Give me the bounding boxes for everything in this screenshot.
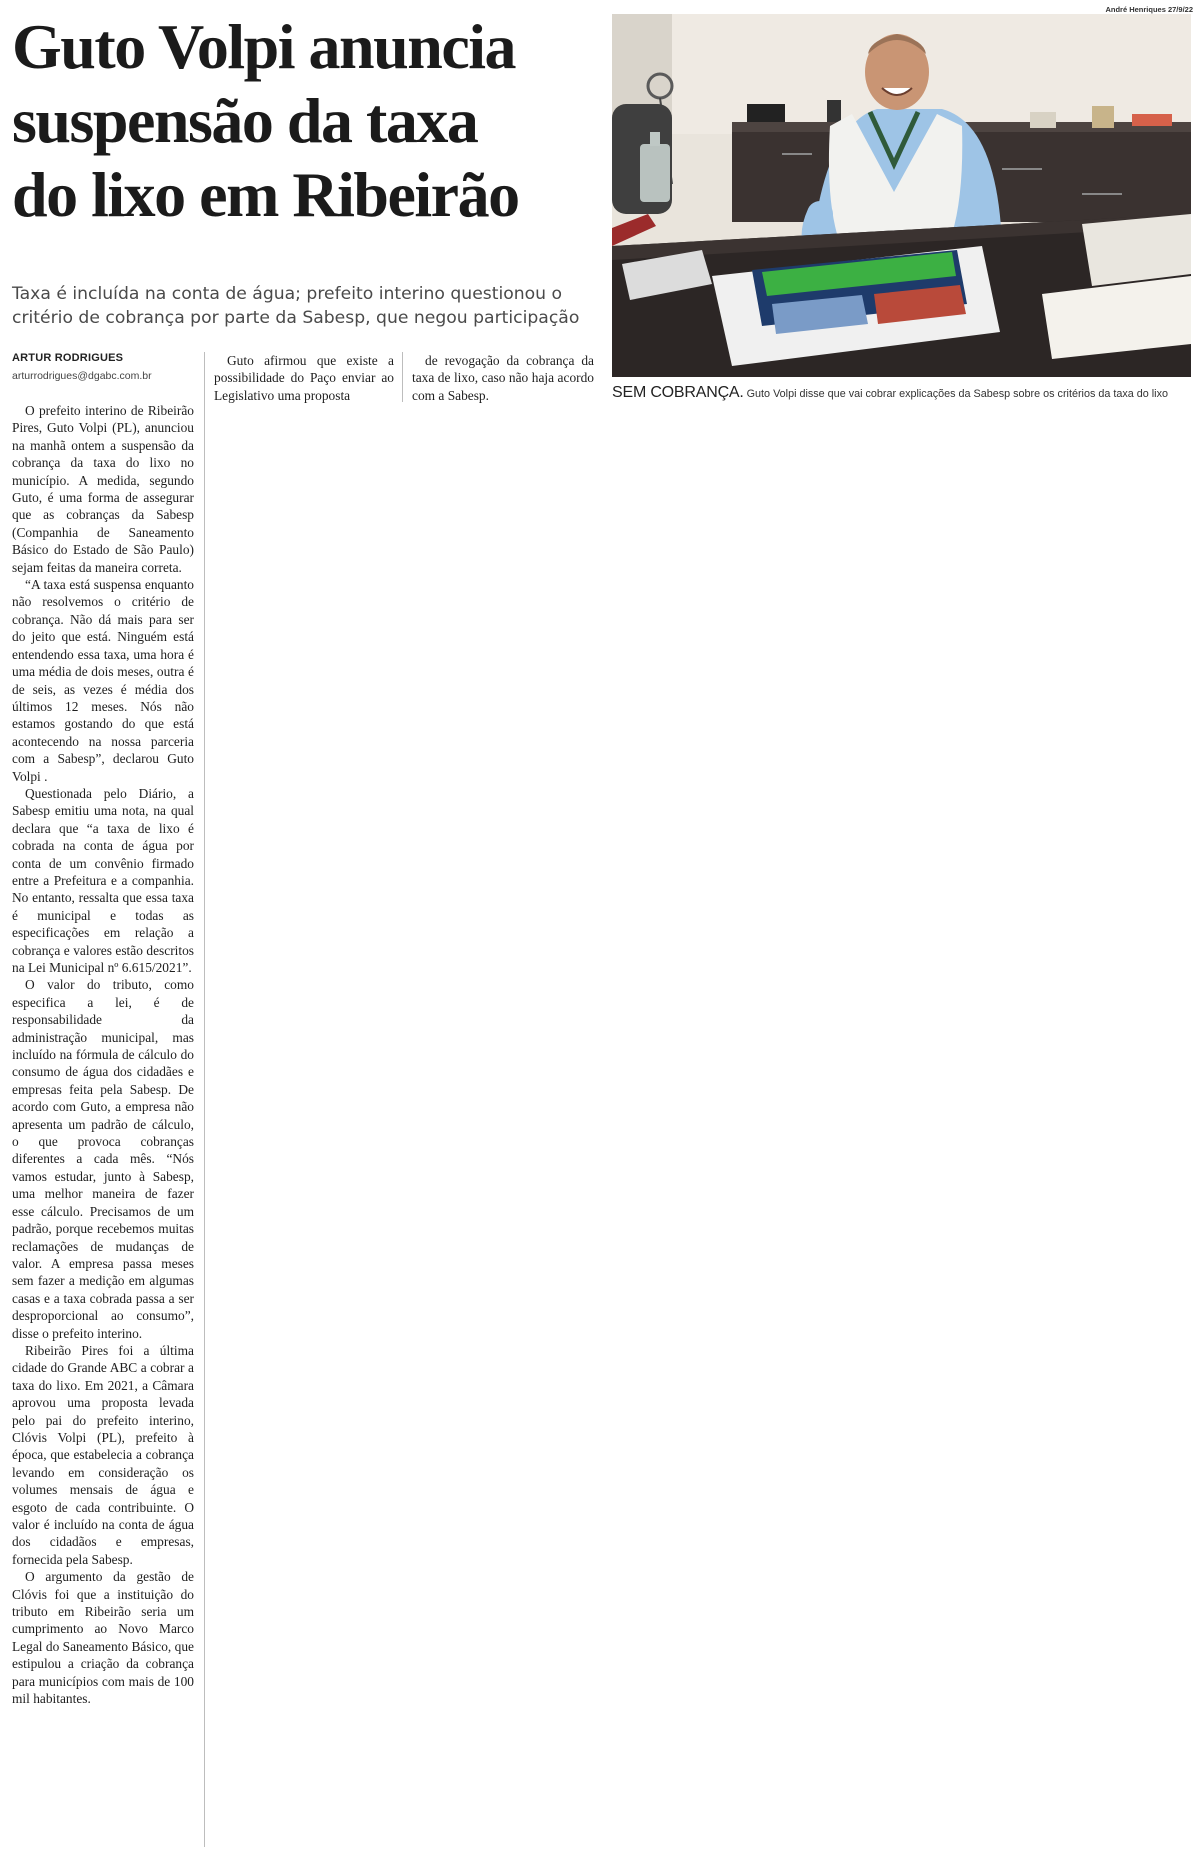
headline-line-1: Guto Volpi anuncia: [12, 11, 515, 82]
headline: [12, 10, 612, 232]
byline: [12, 352, 202, 382]
paragraph-3: Questionada pelo Diário, a Sabesp emitiu uma nota, na qual declara que “a taxa de lixo é cobrada na conta de água por conta de um convênio firmado entre a Prefeitura e a companhia. No entanto, ressalta que essa taxa é municipal e todas as especificações em relação a cobrança e valores estão descritos na Lei Municipal nº 6.615/2021”.: [12, 785, 194, 975]
caption-kicker: SEM COBRANÇA.: [612, 384, 744, 401]
article-photo: [612, 14, 1191, 377]
paragraph-4: O valor do tributo, como especifica a lei, é de responsabilidade da administração municipal, mas incluído na fórmula de cálculo do consumo de água dos cidadães e empresas feita pela Sabesp. De acordo com Guto, a empresa não apresenta um padrão de cálculo, o que provoca cobranças diferentes a cada mês. “Nós vamos estudar, junto à Sabesp, uma melhor maneira de fazer esse cálculo. Precisamos de um padrão, porque recebemos muitas reclamações de mudanças de valor. A empresa passa meses sem fazer a medição em algumas casas e a taxa cobrada passa a ser desproporcional ao consumo”, disse o prefeito interino.: [12, 977, 194, 1341]
photo-guto-volpi-icon: [612, 14, 1191, 377]
column-rule-1: [204, 352, 205, 1847]
headline-line-2: suspensão da taxa: [12, 85, 478, 156]
paragraph-8: de revogação da cobrança da taxa de lixo, caso não haja acordo com a Sabesp.: [412, 353, 594, 403]
paragraph-7: Guto afirmou que existe a possibilidade do Paço enviar ao Legislativo uma proposta: [214, 353, 394, 403]
paragraph-6: O argumento da gestão de Clóvis foi que a instituição do tributo em Ribeirão seria um cumprimento ao Novo Marco Legal do Saneamento Básico, que estipulou a criação da cobrança para municípios com mais de 100 mil habitantes.: [12, 1569, 194, 1707]
paragraph-1: O prefeito interino de Ribeirão Pires, Guto Volpi (PL), anunciou na manhã ontem a suspensão da cobrança da taxa do lixo no município. A medida, segundo Guto, é uma forma de assegurar que as cobranças da Sabesp (Companhia de Saneamento Básico do Estado de São Paulo) sejam feitas da maneira correta.: [12, 403, 194, 575]
paragraph-2: “A taxa está suspensa enquanto não resolvemos o critério de cobrança. Não dá mais para ser do jeito que está. Ninguém está entendendo essa taxa, uma hora é uma média de dois meses, outra é de seis, as vezes é média dos últimos 12 meses. Nós não estamos gostando do que está acontecendo na nossa parceria com a Sabesp”, declarou Guto Volpi .: [12, 577, 194, 784]
caption-text: Guto Volpi disse que vai cobrar explicações da Sabesp sobre os critérios da taxa do lixo: [743, 388, 1168, 400]
column-rule-2: [402, 352, 403, 402]
headline-line-3: do lixo em Ribeirão: [12, 159, 519, 230]
paragraph-5: Ribeirão Pires foi a última cidade do Grande ABC a cobrar a taxa do lixo. Em 2021, a Câmara aprovou uma proposta levada pelo pai do prefeito interino, Clóvis Volpi (PL), prefeito à época, que estabelecia a cobrança levando em consideração os volumes mensais de água e esgoto de cada contribuinte. O valor é incluído na conta de água dos cidadãos e empresas, fornecida pela Sabesp.: [12, 1342, 194, 1567]
photo-credit: André Henriques 27/9/22: [1105, 5, 1193, 14]
author-email: arturrodrigues@dgabc.com.br: [12, 370, 152, 382]
subheadline: Taxa é incluída na conta de água; prefeito interino questionou o critério de cobrança por parte da Sabesp, que negou participação: [12, 284, 580, 328]
article-column-1: [12, 402, 194, 1707]
photo-caption: [612, 384, 1197, 402]
article-column-2: [214, 352, 394, 404]
author-name: ARTUR RODRIGUES: [12, 352, 124, 364]
article-column-3: [412, 352, 594, 404]
